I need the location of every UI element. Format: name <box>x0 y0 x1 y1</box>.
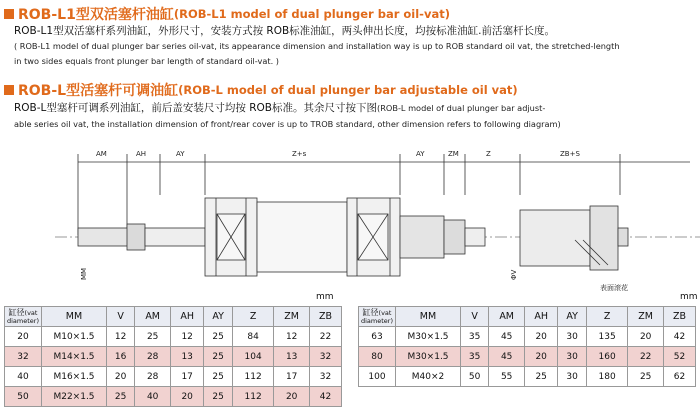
header-zm: ZM <box>274 307 310 327</box>
header-zb: ZB <box>310 307 342 327</box>
header-mm: MM <box>396 307 461 327</box>
section2-subtitle: (ROB-L model of dual plunger bar adjustable oil vat) <box>178 83 518 97</box>
header-ah: AH <box>525 307 558 327</box>
header-diameter: 缸径(vat diameter) <box>359 307 396 327</box>
table-row: 20 M10×1.5 12 25 12 25 84 12 22 <box>5 327 342 347</box>
section2-title: ROB-L型活塞杆可调油缸 <box>18 83 179 99</box>
section1-desc-en-1: ( ROB-L1 model of dual plunger bar series oil-vat, its appearance dimension and installation way is up to ROB standard oil vat, the stretched-length <box>14 41 620 51</box>
dim-ay-left: AY <box>176 150 185 158</box>
dim-ah: AH <box>136 150 147 158</box>
section1-heading <box>4 4 450 24</box>
square-bullet-icon <box>4 85 14 95</box>
header-ay: AY <box>558 307 587 327</box>
dim-ay-right: AY <box>416 150 425 158</box>
header-am: AM <box>489 307 525 327</box>
unit-label-left: mm <box>316 292 334 302</box>
section1-title: ROB-L1型双活塞杆油缸 <box>18 7 174 23</box>
section1-desc-en-2: in two sides equals front plunger bar length of standard oil-vat. ) <box>14 56 280 66</box>
v-label: ΦV <box>510 269 518 280</box>
header-z: Z <box>232 307 273 327</box>
square-bullet-icon <box>4 9 14 19</box>
section2-desc-cn: ROB-L型塞杆可调系列油缸，前后盖安装尺寸均按 ROB标准。其余尺寸按下图 <box>14 102 378 114</box>
section2-heading <box>4 80 518 100</box>
knurl-label: 表面滚花 <box>600 284 628 292</box>
header-ay: AY <box>204 307 233 327</box>
section1-desc-cn: ROB-L1型双活塞杆系列油缸，外形尺寸，安装方式按 ROB标准油缸，两头伸出长度，均按标准油缸.前活塞杆长度。 <box>14 25 556 37</box>
dim-zb-plus-s: ZB+S <box>560 150 580 158</box>
header-zm: ZM <box>628 307 664 327</box>
header-z: Z <box>586 307 627 327</box>
table-row: 100 M40×2 50 55 25 30 180 25 62 <box>359 367 696 387</box>
table-row: 50 M22×1.5 25 40 20 25 112 20 42 <box>5 387 342 407</box>
unit-label-right: mm <box>680 292 698 302</box>
cylinder-drawing <box>0 140 700 300</box>
section1-description <box>14 24 694 69</box>
dimension-table-left <box>4 306 342 407</box>
header-v: V <box>461 307 489 327</box>
dim-z: Z <box>486 150 491 158</box>
section2-desc-en-a: (ROB-L model of dual plunger bar adjust- <box>377 103 546 113</box>
header-zb: ZB <box>664 307 696 327</box>
header-mm: MM <box>42 307 107 327</box>
header-ah: AH <box>171 307 204 327</box>
dim-am: AM <box>96 150 107 158</box>
header-v: V <box>107 307 135 327</box>
table-row: 63 M30×1.5 35 45 20 30 135 20 42 <box>359 327 696 347</box>
header-am: AM <box>135 307 171 327</box>
mm-label: MM <box>80 267 88 280</box>
section2-desc-en-2: able series oil vat, the installation dimension of front/rear cover is up to TROB standard, other dimension refers to following diagram) <box>14 119 561 129</box>
section1-subtitle: (ROB-L1 model of dual plunger bar oil-vat) <box>173 7 450 21</box>
header-diameter: 缸径(vat diameter) <box>5 307 42 327</box>
dim-z-plus-s: Z+s <box>292 150 307 158</box>
dimension-table-right <box>358 306 696 387</box>
section2-description <box>14 101 694 132</box>
table-row: 80 M30×1.5 35 45 20 30 160 22 52 <box>359 347 696 367</box>
table-row: 32 M14×1.5 16 28 13 25 104 13 32 <box>5 347 342 367</box>
dim-zm: ZM <box>448 150 459 158</box>
table-row: 40 M16×1.5 20 28 17 25 112 17 32 <box>5 367 342 387</box>
